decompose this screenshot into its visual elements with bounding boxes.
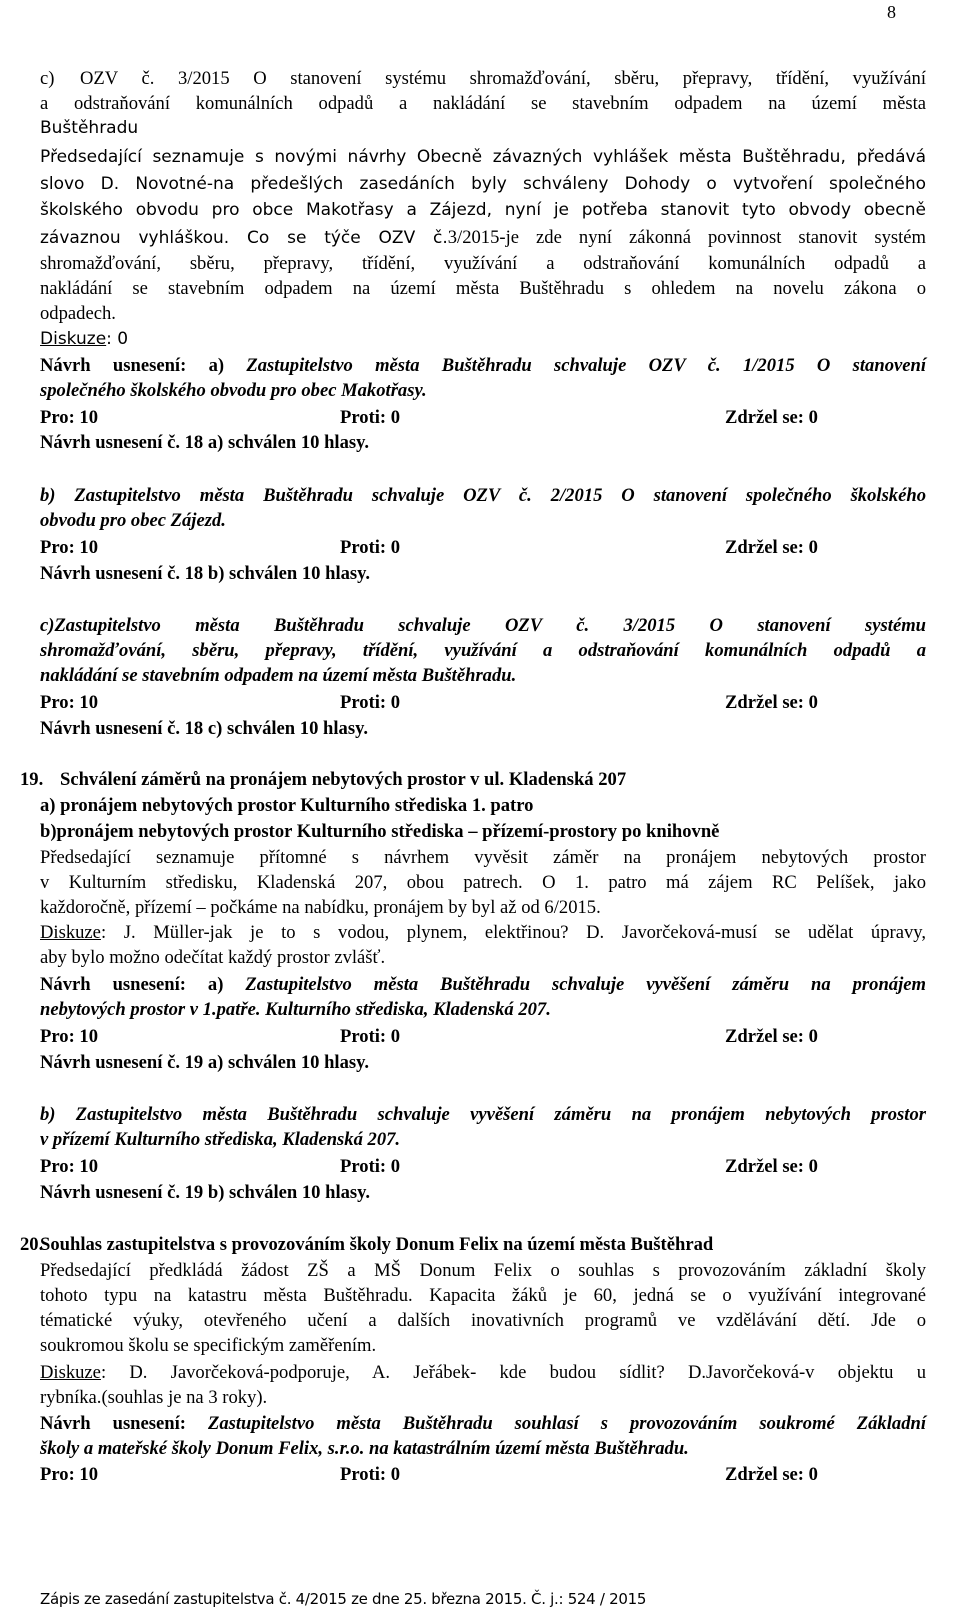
resolution-line: obvodu pro obec Zájezd. — [40, 510, 226, 531]
resolution-line: Návrh usnesení: a) Zastupitelstvo města Buštěhradu schvaluje OZV č. 1/2015 O stanovení — [40, 355, 926, 376]
discussion-line: Diskuze: J. Müller-jak je to s vodou, plynem, elektřinou? D. Javorčeková-musí se udělat úpravy, — [40, 922, 926, 943]
discussion-line: Diskuze: 0 — [40, 329, 129, 349]
paragraph-line: školského obvodu pro obce Makotřasy a Zájezd, nyní je potřeba stanovit tyto obvody obecně — [40, 200, 926, 220]
paragraph-line: odpadech. — [40, 303, 116, 324]
resolution-line: nebytových prostor v 1.patře. Kulturního střediska, Kladenská 207. — [40, 999, 551, 1020]
resolution-line: shromažďování, sběru, přepravy, třídění, využívání a odstraňování komunálních odpadů a — [40, 640, 926, 661]
subheading: a) pronájem nebytových prostor Kulturního střediska 1. patro — [40, 795, 534, 816]
paragraph-line: závaznou vyhláškou. Co se týče OZV č.3/2015-je zde nyní zákonná povinnost stanovit systém — [40, 227, 926, 248]
resolution-line: b) Zastupitelstvo města Buštěhradu schvaluje vyvěšení záměru na pronájem nebytových prostor — [40, 1104, 926, 1125]
resolution-line: nakládání se stavebním odpadem na území města Buštěhradu. — [40, 665, 517, 686]
resolution-result: Návrh usnesení č. 18 a) schválen 10 hlasy. — [40, 432, 370, 453]
page-number: 8 — [887, 2, 896, 22]
resolution-line: školy a mateřské školy Donum Felix, s.r.o. na katastrálním území města Buštěhradu. — [40, 1438, 689, 1459]
resolution-line: v přízemí Kulturního střediska, Kladenská 207. — [40, 1129, 401, 1150]
resolution-line: Návrh usnesení: Zastupitelstvo města Buštěhradu souhlasí s provozováním soukromé Základní — [40, 1413, 926, 1434]
item-c-title-line: Buštěhradu — [40, 118, 139, 138]
paragraph-line: nakládání se stavebním odpadem na území města Buštěhradu s ohledem na novelu zákona o — [40, 278, 926, 299]
resolution-line: b) Zastupitelstvo města Buštěhradu schvaluje OZV č. 2/2015 O stanovení společného školského — [40, 485, 926, 506]
discussion-line: aby bylo možno odečítat každý prostor zvlášť. — [40, 947, 386, 968]
item-c-title-line: c) OZV č. 3/2015 O stanovení systému shromažďování, sběru, přepravy, třídění, využívání — [40, 68, 926, 89]
resolution-line: c)Zastupitelstvo města Buštěhradu schvaluje OZV č. 3/2015 O stanovení systému — [40, 615, 926, 636]
paragraph-line: každoročně, přízemí – počkáme na nabídku, pronájem by byl až od 6/2015. — [40, 897, 601, 918]
paragraph-line: slovo D. Novotné-na předešlých zasedáních byly schváleny Dohody o vytvoření společného — [40, 174, 926, 194]
section-heading: 20.Souhlas zastupitelstva s provozováním školy Donum Felix na území města Buštěhrad — [20, 1234, 714, 1255]
paragraph-line: Předsedající předkládá žádost ZŠ a MŠ Donum Felix o souhlas s provozováním základní školy — [40, 1260, 926, 1281]
discussion-line: rybníka.(souhlas je na 3 roky). — [40, 1387, 268, 1408]
resolution-line: Návrh usnesení: a) Zastupitelstvo města Buštěhradu schvaluje vyvěšení záměru na pronájem — [40, 974, 926, 995]
item-c-title-line: a odstraňování komunálních odpadů a nakládání se stavebním odpadem na území města — [40, 93, 926, 114]
paragraph-line: shromažďování, sběru, přepravy, třídění, využívání a odstraňování komunálních odpadů a — [40, 253, 926, 274]
paragraph-line: Předsedající seznamuje s novými návrhy Obecně závazných vyhlášek města Buštěhradu, předává — [40, 147, 926, 167]
section-heading: 19. Schválení záměrů na pronájem nebytových prostor v ul. Kladenská 207 — [20, 769, 627, 790]
resolution-result: Návrh usnesení č. 19 a) schválen 10 hlasy. — [40, 1052, 370, 1073]
paragraph-line: soukromou školu se specifickým zaměřením. — [40, 1335, 377, 1356]
subheading: b)pronájem nebytových prostor Kulturního střediska – přízemí-prostory po knihovně — [40, 821, 720, 842]
resolution-result: Návrh usnesení č. 19 b) schválen 10 hlasy. — [40, 1182, 371, 1203]
resolution-result: Návrh usnesení č. 18 b) schválen 10 hlasy. — [40, 563, 371, 584]
paragraph-line: tohoto typu na katastru města Buštěhradu. Kapacita žáků je 60, jedná se o využívání integrované — [40, 1285, 926, 1306]
discussion-line: Diskuze: D. Javorčeková-podporuje, A. Jeřábek- kde budou sídlit? D.Javorčeková-v objektu u — [40, 1362, 926, 1383]
paragraph-line: v Kulturním středisku, Kladenská 207, obou patrech. O 1. patro má zájem RC Pelíšek, jako — [40, 872, 926, 893]
paragraph-line: tématické výuky, otevřeného učení a dalších inovativních programů ve vzdělávání dětí. Jde o — [40, 1310, 926, 1331]
paragraph-line: Předsedající seznamuje přítomné s návrhem vyvěsit záměr na pronájem nebytových prostor — [40, 847, 926, 868]
page-footer: Zápis ze zasedání zastupitelstva č. 4/2015 ze dne 25. března 2015. Č. j.: 524 / 2015 — [40, 1590, 647, 1608]
resolution-result: Návrh usnesení č. 18 c) schválen 10 hlasy. — [40, 718, 368, 739]
resolution-line: společného školského obvodu pro obec Makotřasy. — [40, 380, 427, 401]
